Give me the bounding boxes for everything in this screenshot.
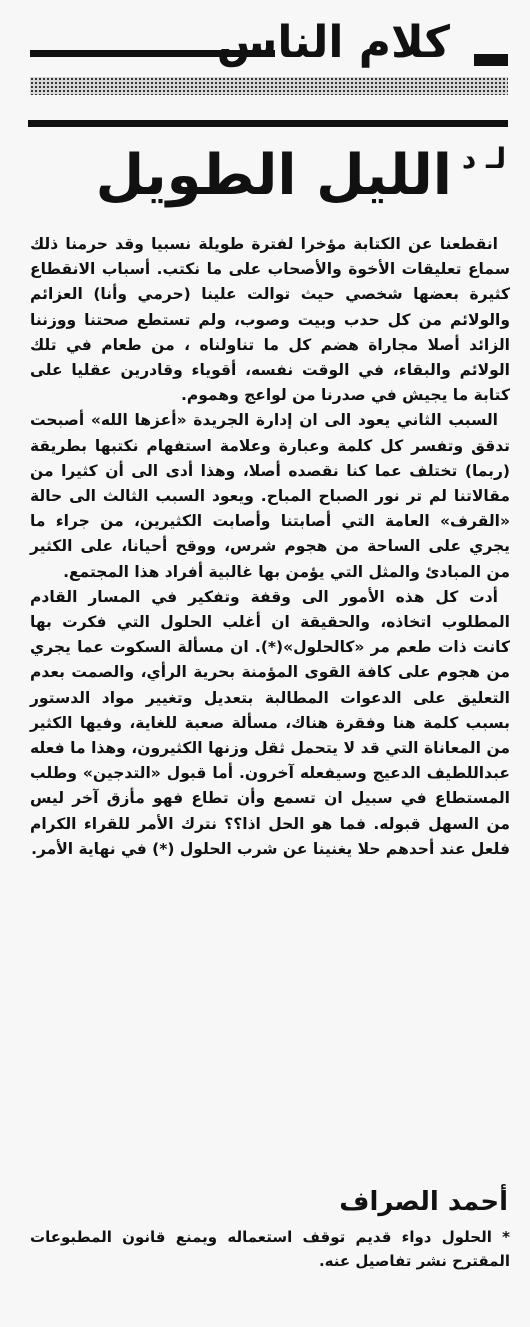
article-body [30,232,510,862]
column-title: كلام الناس [216,17,450,68]
headline-row [30,130,522,216]
headline-kicker: لـ د [461,142,507,175]
article-headline: الليل الطويل [95,143,452,208]
paragraph: انقطعنا عن الكتابة مؤخرا لفترة طويلة نسبيا وقد حرمنا ذلك سماع تعليقات الأخوة والأصحاب على ما نكتب. أسباب الانقطاع كثيرة بعضها شخصي حيث توالت علينا (حرمي وأنا) العزائم والولائم من كل حدب وبيت وصوب، ولم تستطع صحتنا ووزننا الزائد أصلا مجاراة هضم كل ما تناولناه ، من طعام في تلك الولائم والبقاء، في الوقت نفسه، أقوياء وقادرين عقليا على كتابة ما يجيش في صدرنا من لواعج وهموم. [30,235,510,405]
header-bottom-rule [28,120,508,127]
footnote: * الحلول دواء قديم توقف استعماله ويمنع قانون المطبوعات المقترح نشر تفاصيل عنه. [30,1228,510,1270]
paragraph: السبب الثاني يعود الى ان إدارة الجريدة «أعزها الله» أصبحت تدقق وتفسر كل كلمة وعبارة وعلامة استفهام نكتبها بطريقة (ربما) تختلف عما كنا نقصده أصلا، وهذا أدى الى أن كثيرا من مقالاتنا لم تر نور الصباح المباح. ويعود السبب الثالث الى حالة «القرف» العامة التي أصابتنا وأصابت الكثيرين، من جراء ما يجري على الساحة من هجوم شرس، ووقح أحيانا، على الكثير من المبادئ والمثل التي يؤمن بها غالبية أفراد هذا المجتمع. [30,411,510,581]
column-header [28,8,508,108]
header-screen-band [30,77,508,95]
paragraph: أدت كل هذه الأمور الى وقفة وتفكير في المسار القادم المطلوب اتخاذه، والحقيقة ان أغلب الحلول التي فكرت بها كانت ذات طعم مر «كالحلول»(*). ان مسألة السكوت عما يجري من هجوم على كافة القوى المؤمنة بحرية الرأي، والصمت بعدم التعليق على الدعوات المطالبة بتعديل وتغيير مواد الدستور بسبب كلمة هنا وفقرة هناك، مسألة صعبة للغاية، وفيها الكثير من المعاناة التي قد لا يتحمل ثقل وزنها الكثيرون، وهذا ما فعله عبداللطيف الدعيج وسيفعله آخرون. أما قبول «التدجين» وطلب المستطاع في سبيل ان تسمع وأن تطاع فهو مأزق آخر ليس من السهل قبوله. فما هو الحل اذا؟؟ نترك الأمر للقراء الكرام فلعل عند أحدهم حلا يغنينا عن شرب الحلول (*) في نهاية الأمر. [30,587,510,858]
header-mark [474,54,508,66]
author-signature: أحمد الصراف [339,1187,508,1217]
